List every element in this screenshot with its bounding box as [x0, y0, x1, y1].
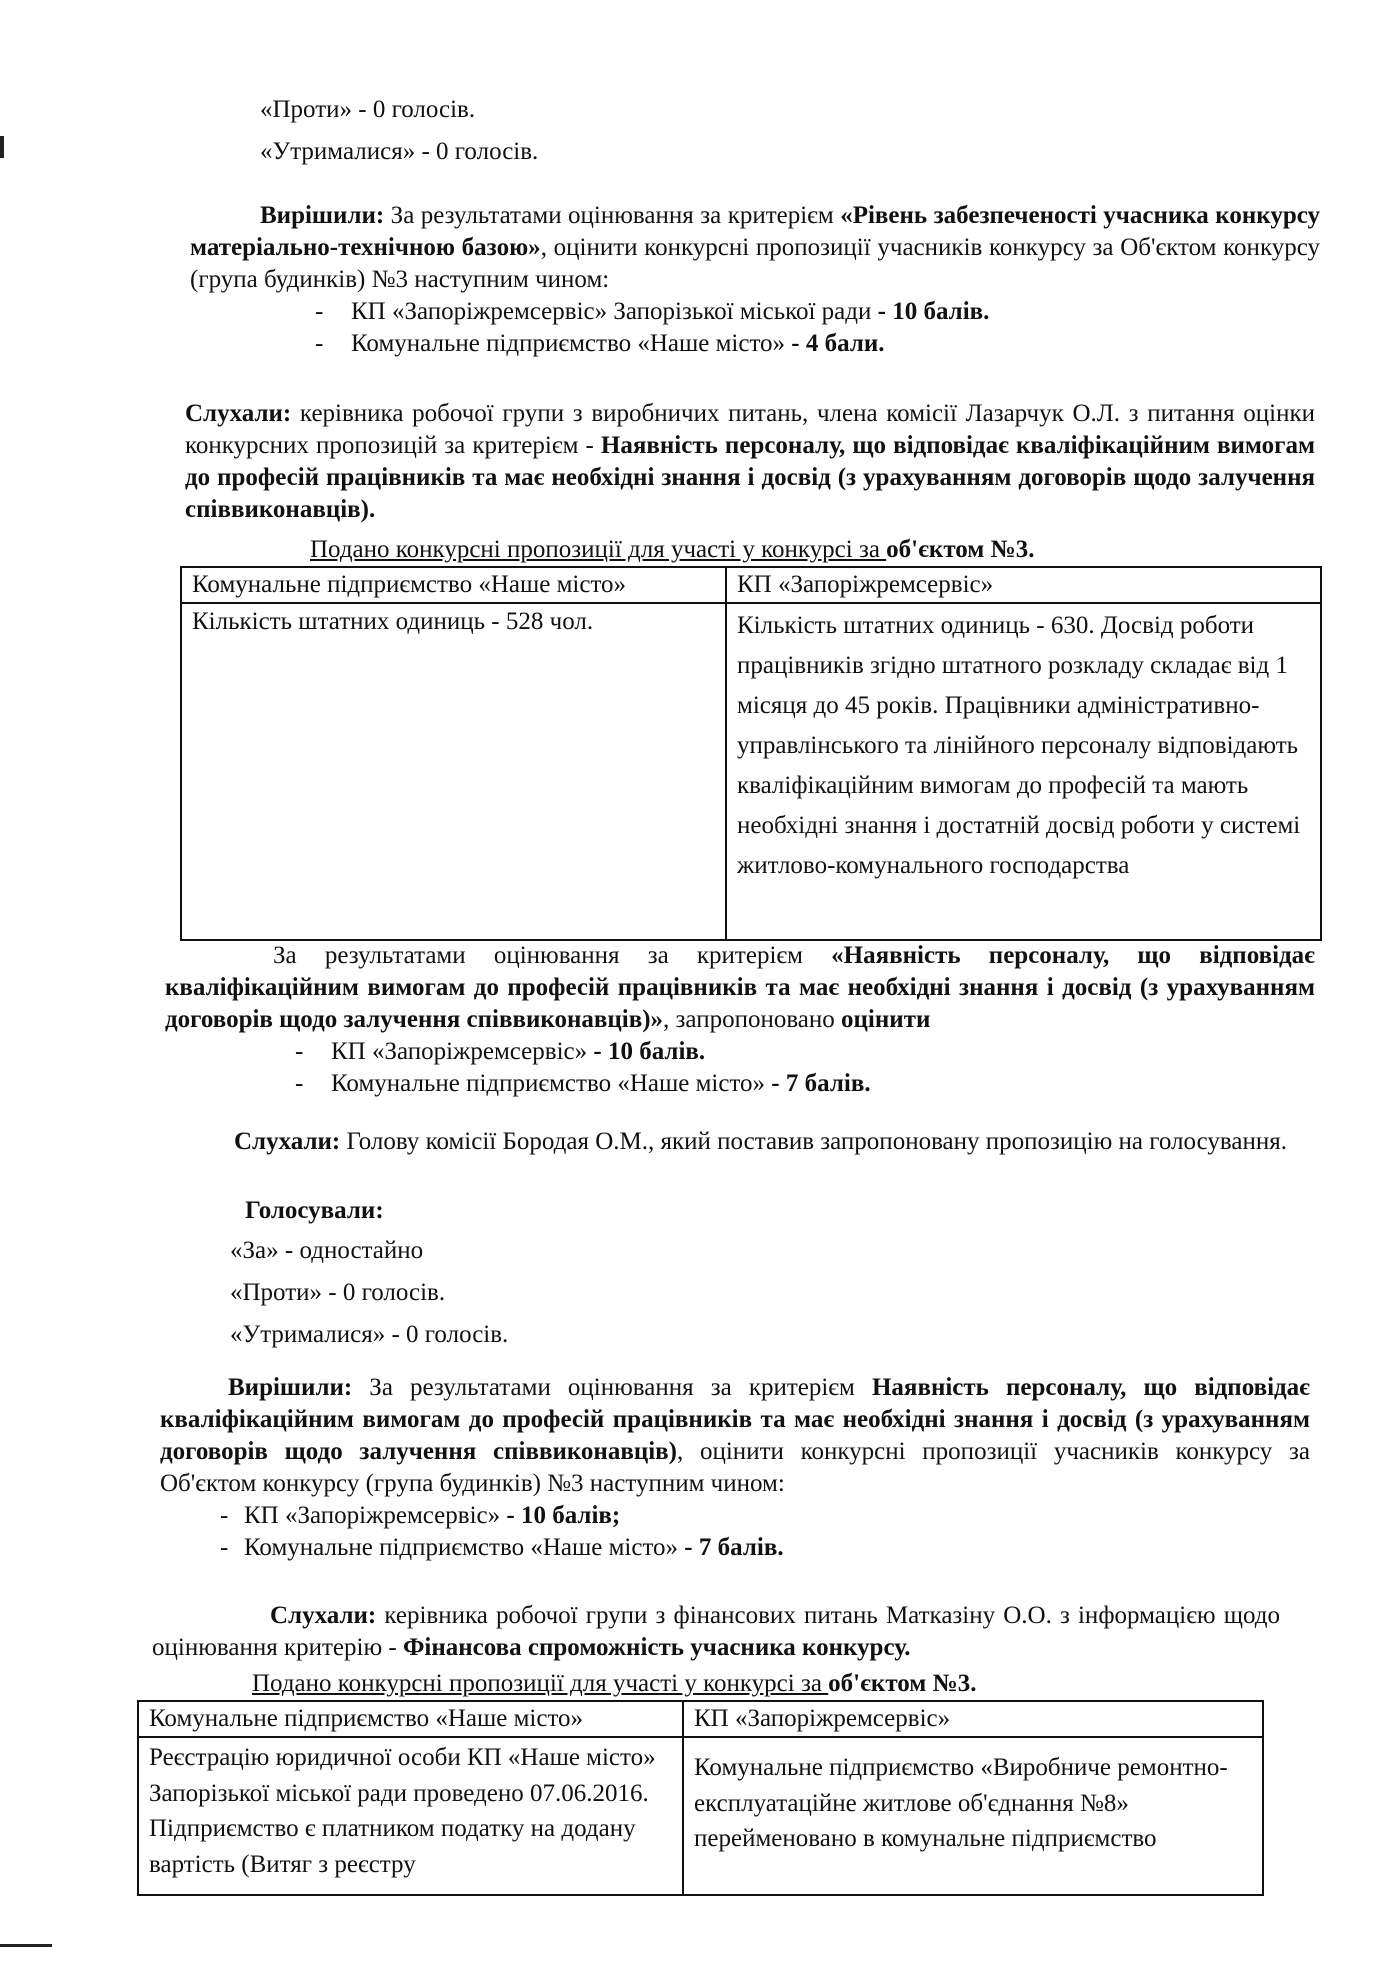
table-1-header-col1: Комунальне підприємство «Наше місто» — [181, 567, 726, 603]
table-2-cell-col1: Реєстрацію юридичної особи КП «Наше місто» Запорізької міської ради проведено 07.06.2016. Підприємство є платником податку на додану вартість (Витяг з реєстру — [138, 1737, 683, 1895]
voting-against: «Проти» - 0 голосів. — [230, 1279, 446, 1306]
result-2-item: - Комунальне підприємство «Наше місто» - 7 балів. — [295, 1070, 871, 1097]
table-1-cell-col1: Кількість штатних одиниць - 528 чол. — [181, 603, 726, 940]
result-2-criterion: «Наявність персоналу, що відповідає кваліфікаційним вимогам до професій працівників та має необхідні знання і досвід (з урахуванням договорів щодо залучення співвиконавців)» — [165, 942, 1315, 1033]
result-2-item-score: - 7 балів. — [765, 1070, 871, 1097]
table-1-header-col2: КП «Запоріжремсервіс» — [726, 567, 1321, 603]
decision-2-label: Вирішили: — [228, 1374, 353, 1401]
result-2 — [165, 940, 1315, 1100]
decision-2-item-name: КП «Запоріжремсервіс» — [244, 1502, 501, 1529]
decision-1-item-score: - 10 балів. — [871, 298, 990, 325]
top-votes — [260, 94, 860, 168]
decision-1-item-name: КП «Запоріжремсервіс» Запорізької міської ради — [351, 298, 872, 325]
heard-1 — [185, 398, 1315, 526]
table-2 — [137, 1700, 1264, 1896]
table-1-caption — [310, 534, 1210, 566]
scan-edge-line — [0, 1944, 52, 1947]
decision-2-item: - КП «Запоріжремсервіс» - 10 балів; — [220, 1502, 621, 1529]
decision-1 — [190, 200, 1320, 360]
decision-1-item: - КП «Запоріжремсервіс» Запорізької міської ради - 10 балів. — [315, 298, 990, 325]
heard-3 — [152, 1600, 1280, 1664]
heard-3-criterion: Фінансова спроможність учасника конкурсу. — [402, 1634, 911, 1661]
table-2-header-col1: Комунальне підприємство «Наше місто» — [138, 1701, 683, 1737]
heard-3-text: керівника робочої групи з фінансових питань Матказіну О.О. з інформацією щодо оцінювання критерію - — [152, 1602, 1280, 1661]
votes-abstained: «Утрималися» - 0 голосів. — [260, 138, 539, 165]
decision-2-item-score: - 10 балів; — [500, 1502, 621, 1529]
result-2-text-b: , запропоновано — [663, 1006, 842, 1033]
decision-1-item-score: - 4 бали. — [785, 330, 885, 357]
heard-3-label: Слухали: — [270, 1602, 377, 1629]
voting — [230, 1195, 930, 1351]
decision-2 — [160, 1372, 1310, 1564]
table-1-caption-object: об'єктом №3. — [886, 536, 1035, 563]
voting-label: Голосували: — [245, 1197, 384, 1224]
decision-2-item: - Комунальне підприємство «Наше місто» - 7 балів. — [220, 1534, 784, 1561]
decision-2-item-name: Комунальне підприємство «Наше місто» — [244, 1534, 679, 1561]
heard-3-paragraph — [152, 1600, 1280, 1664]
heard-2-text: Голову комісії Бородая О.М., який поставив запропоновану пропозицію на голосування. — [340, 1128, 1287, 1155]
table-2-header-col2: КП «Запоріжремсервіс» — [683, 1701, 1263, 1737]
decision-2-text-b: , оцінити конкурсні пропозиції учасників конкурсу за Об'єктом конкурсу (група будинків) №3 наступним чином: — [160, 1438, 1310, 1497]
result-2-paragraph — [165, 940, 1315, 1036]
result-2-item-name: Комунальне підприємство «Наше місто» — [331, 1070, 766, 1097]
heard-2-label: Слухали: — [234, 1128, 341, 1155]
result-2-text-c: оцінити — [841, 1006, 931, 1033]
heard-1-criterion: Наявність персоналу, що відповідає кваліфікаційним вимогам до професій працівників та має необхідні знання і досвід (з урахуванням договорів щодо залучення співвиконавців). — [185, 432, 1315, 523]
decision-1-item-name: Комунальне підприємство «Наше місто» — [351, 330, 786, 357]
heard-2-paragraph — [168, 1126, 1310, 1158]
result-2-text-a: За результатами оцінювання за критерієм — [273, 942, 832, 969]
table-1 — [180, 566, 1322, 941]
scan-edge-mark — [0, 136, 4, 158]
heard-1-label: Слухали: — [185, 400, 292, 427]
heard-2 — [168, 1126, 1310, 1158]
decision-1-text-b: , оцінити конкурсні пропозиції учасників конкурсу за Об'єктом конкурсу (група будинків) №3 наступним чином: — [190, 234, 1320, 293]
voting-abstained: «Утрималися» - 0 голосів. — [230, 1321, 509, 1348]
decision-2-item-score: - 7 балів. — [678, 1534, 784, 1561]
votes-against: «Проти» - 0 голосів. — [260, 96, 476, 123]
decision-1-label: Вирішили: — [260, 202, 385, 229]
heard-1-text: керівника робочої групи з виробничих питань, члена комісії Лазарчук О.Л. з питання оцінки конкурсних пропозицій за критерієм - — [185, 400, 1315, 459]
voting-for: «За» - одностайно — [230, 1237, 424, 1264]
table-2-caption-text: Подано конкурсні пропозиції для участі у конкурсі за — [252, 1670, 829, 1697]
decision-1-paragraph — [190, 200, 1320, 296]
table-2-caption-object: об'єктом №3. — [828, 1670, 977, 1697]
table-2-caption — [252, 1668, 1202, 1700]
heard-1-paragraph — [185, 398, 1315, 526]
decision-2-paragraph — [160, 1372, 1310, 1500]
decision-1-text-a: За результатами оцінювання за критерієм — [384, 202, 841, 229]
decision-1-criterion: «Рівень забезпеченості учасника конкурсу матеріально-технічною базою» — [190, 202, 1320, 261]
result-2-item: - КП «Запоріжремсервіс» - 10 балів. — [295, 1038, 706, 1065]
decision-2-text-a: За результатами оцінювання за критерієм — [352, 1374, 872, 1401]
table-2-cell-col2: Комунальне підприємство «Виробниче ремонтно-експлуатаційне житлове об'єднання №8» перейменовано в комунальне підприємство — [683, 1737, 1263, 1895]
decision-1-item: - Комунальне підприємство «Наше місто» - 4 бали. — [315, 330, 885, 357]
result-2-item-name: КП «Запоріжремсервіс» — [331, 1038, 588, 1065]
table-1-caption-text: Подано конкурсні пропозиції для участі у конкурсі за — [310, 536, 887, 563]
decision-2-criterion: Наявність персоналу, що відповідає кваліфікаційним вимогам до професій працівників та має необхідні знання і досвід (з урахуванням договорів щодо залучення співвиконавців) — [160, 1374, 1310, 1465]
result-2-item-score: - 10 балів. — [587, 1038, 706, 1065]
table-1-cell-col2: Кількість штатних одиниць - 630. Досвід роботи працівників згідно штатного розкладу складає від 1 місяця до 45 років. Працівники адміністративно-управлінського та лінійного персоналу відповідають кваліфікаційним вимогам до професій та мають необхідні знання і достатній досвід роботи у системі житлово-комунального господарства — [726, 603, 1321, 940]
